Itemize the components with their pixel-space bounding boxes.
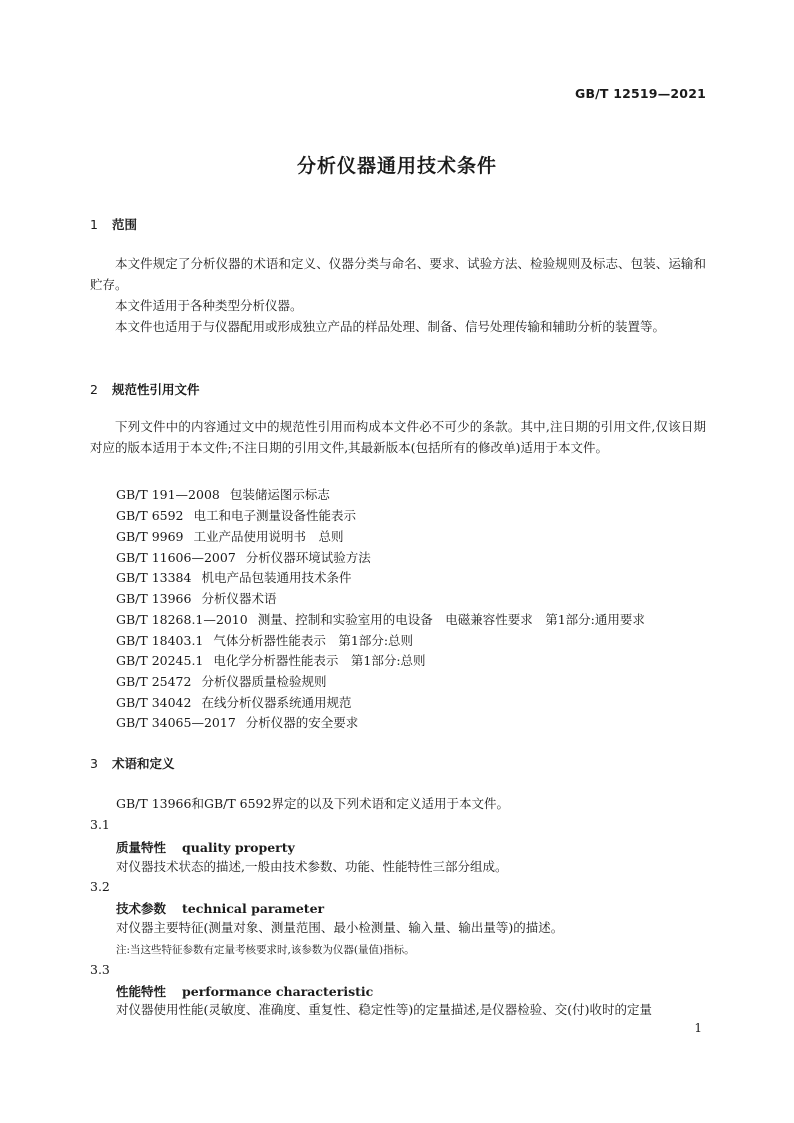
reference-item (116, 693, 351, 711)
reference-item (116, 527, 344, 545)
term-english: quality property (182, 840, 295, 855)
reference-item (116, 506, 356, 524)
references-intro: 下列文件中的内容通过文中的规范性引用而构成本文件必不可少的条款。其中,注日期的引用文件,仅该日期对应的版本适用于本文件;不注日期的引用文件,其最新版本(包括所有的修改单)适用于本文件。 (90, 419, 706, 455)
scope-paragraph-2: 本文件适用于各种类型分析仪器。 (115, 298, 303, 313)
term-number: 3.3 (90, 962, 110, 977)
reference-title: 电工和电子测量设备性能表示 (193, 508, 357, 523)
reference-item (116, 485, 330, 503)
section-number: 2 (90, 382, 98, 397)
section-title: 规范性引用文件 (112, 382, 200, 397)
term-number: 3.2 (90, 879, 110, 894)
terms-intro: GB/T 13966和GB/T 6592界定的以及下列术语和定义适用于本文件。 (116, 796, 509, 811)
section-title: 范围 (112, 217, 138, 232)
reference-title: 在线分析仪器系统通用规范 (201, 695, 352, 710)
section-1-heading (90, 215, 137, 233)
term-chinese: 性能特性 (116, 984, 167, 999)
reference-code: GB/T 18403.1 (116, 633, 204, 648)
term-heading (116, 899, 324, 917)
reference-title: 分析仪器环境试验方法 (245, 550, 371, 565)
reference-code: GB/T 18268.1—2010 (116, 612, 248, 627)
reference-item (116, 651, 426, 669)
reference-code: GB/T 9969 (116, 529, 184, 544)
scope-paragraph-3: 本文件也适用于与仪器配用或形成独立产品的样品处理、制备、信号处理传输和辅助分析的装置等。 (115, 319, 666, 334)
section-2-heading (90, 380, 200, 398)
reference-item (116, 631, 413, 649)
term-chinese: 质量特性 (116, 840, 167, 855)
term-heading (116, 838, 295, 856)
reference-title: 工业产品使用说明书 总则 (193, 529, 344, 544)
reference-code: GB/T 11606—2007 (116, 550, 236, 565)
reference-title: 测量、控制和实验室用的电设备 电磁兼容性要求 第1部分:通用要求 (257, 612, 645, 627)
standard-number: GB/T 12519—2021 (574, 86, 706, 101)
reference-code: GB/T 25472 (116, 674, 192, 689)
term-note: 注:当这些特征参数有定量考核要求时,该参数为仪器(量值)指标。 (116, 944, 415, 956)
term-definition: 对仪器主要特征(测量对象、测量范围、最小检测量、输入量、输出量等)的描述。 (116, 920, 564, 935)
scope-paragraph-1: 本文件规定了分析仪器的术语和定义、仪器分类与命名、要求、试验方法、检验规则及标志、包装、运输和贮存。 (90, 256, 706, 292)
reference-title: 包装储运图示标志 (229, 487, 330, 502)
reference-item (116, 548, 371, 566)
reference-code: GB/T 191—2008 (116, 487, 220, 502)
reference-code: GB/T 34065—2017 (116, 715, 236, 730)
page-number: 1 (694, 1021, 702, 1035)
term-heading (116, 982, 373, 1000)
reference-item (116, 610, 645, 628)
term-chinese: 技术参数 (116, 901, 167, 916)
reference-code: GB/T 13966 (116, 591, 192, 606)
reference-item (116, 589, 276, 607)
section-number: 3 (90, 756, 98, 771)
reference-item (116, 568, 351, 586)
term-definition: 对仪器使用性能(灵敏度、准确度、重复性、稳定性等)的定量描述,是仪器检验、交(付)收时的定量 (116, 1002, 652, 1017)
reference-title: 分析仪器术语 (201, 591, 277, 606)
term-number: 3.1 (90, 817, 110, 832)
reference-item (116, 713, 358, 731)
reference-item (116, 672, 326, 690)
document-title: 分析仪器通用技术条件 (296, 155, 497, 177)
section-number: 1 (90, 217, 98, 232)
section-3-heading (90, 754, 175, 772)
reference-code: GB/T 13384 (116, 570, 192, 585)
reference-code: GB/T 6592 (116, 508, 184, 523)
reference-title: 电化学分析器性能表示 第1部分:总则 (213, 653, 426, 668)
section-title: 术语和定义 (112, 756, 175, 771)
term-definition: 对仪器技术状态的描述,一般由技术参数、功能、性能特性三部分组成。 (116, 859, 508, 874)
term-english: technical parameter (182, 901, 325, 916)
reference-title: 分析仪器的安全要求 (245, 715, 359, 730)
reference-title: 分析仪器质量检验规则 (201, 674, 327, 689)
reference-code: GB/T 34042 (116, 695, 192, 710)
reference-title: 机电产品包装通用技术条件 (201, 570, 352, 585)
reference-title: 气体分析器性能表示 第1部分:总则 (213, 633, 414, 648)
reference-code: GB/T 20245.1 (116, 653, 204, 668)
term-english: performance characteristic (182, 984, 374, 999)
